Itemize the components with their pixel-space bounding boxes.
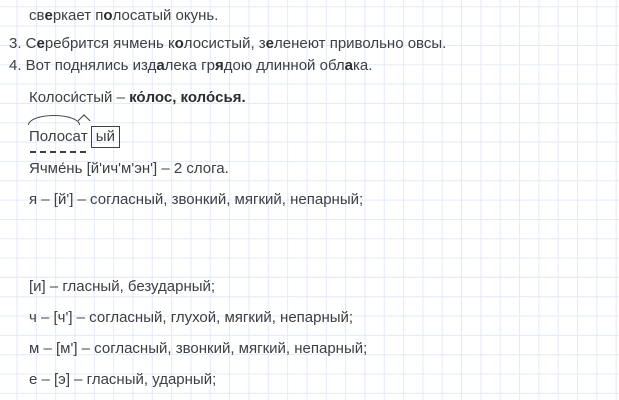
phonetic-line-ya: я – [й'] – согласный, звонкий, мягкий, непарный; [29, 191, 364, 208]
sentence-okun: сверкает полосатый окунь. [29, 7, 219, 24]
stem-underline-mark [30, 151, 86, 153]
morphology-diagram [29, 126, 120, 148]
word-suffix [81, 127, 88, 146]
word-stem [29, 127, 88, 146]
phonetic-line-e: е – [э] – гласный, ударный; [29, 371, 217, 388]
suffix-text: т [80, 128, 88, 145]
sentence-4: 4. Вот поднялись издалека грядою длинной облака. [9, 57, 373, 74]
phonetic-line-ch: ч – [ч'] – согласный, глухой, мягкий, непарный; [29, 309, 354, 326]
phonetic-line-m: м – [м'] – согласный, звонкий, мягкий, непарный; [29, 340, 368, 357]
word-check-line: Колоси́стый – ко́лос, коло́сья. [29, 89, 246, 106]
root-arc-mark [28, 115, 80, 125]
word-root [29, 127, 81, 146]
root-text: Полоса [29, 128, 81, 145]
sentence-3: 3. Серебрится ячмень колосистый, зеленеют привольно овсы. [9, 35, 447, 52]
phonetic-heading: Ячме́нь [й'ич'м'эн'] – 2 слога. [29, 160, 229, 177]
ending-box: ый [91, 126, 120, 148]
phonetic-line-i: [и] – гласный, безударный; [29, 278, 216, 295]
